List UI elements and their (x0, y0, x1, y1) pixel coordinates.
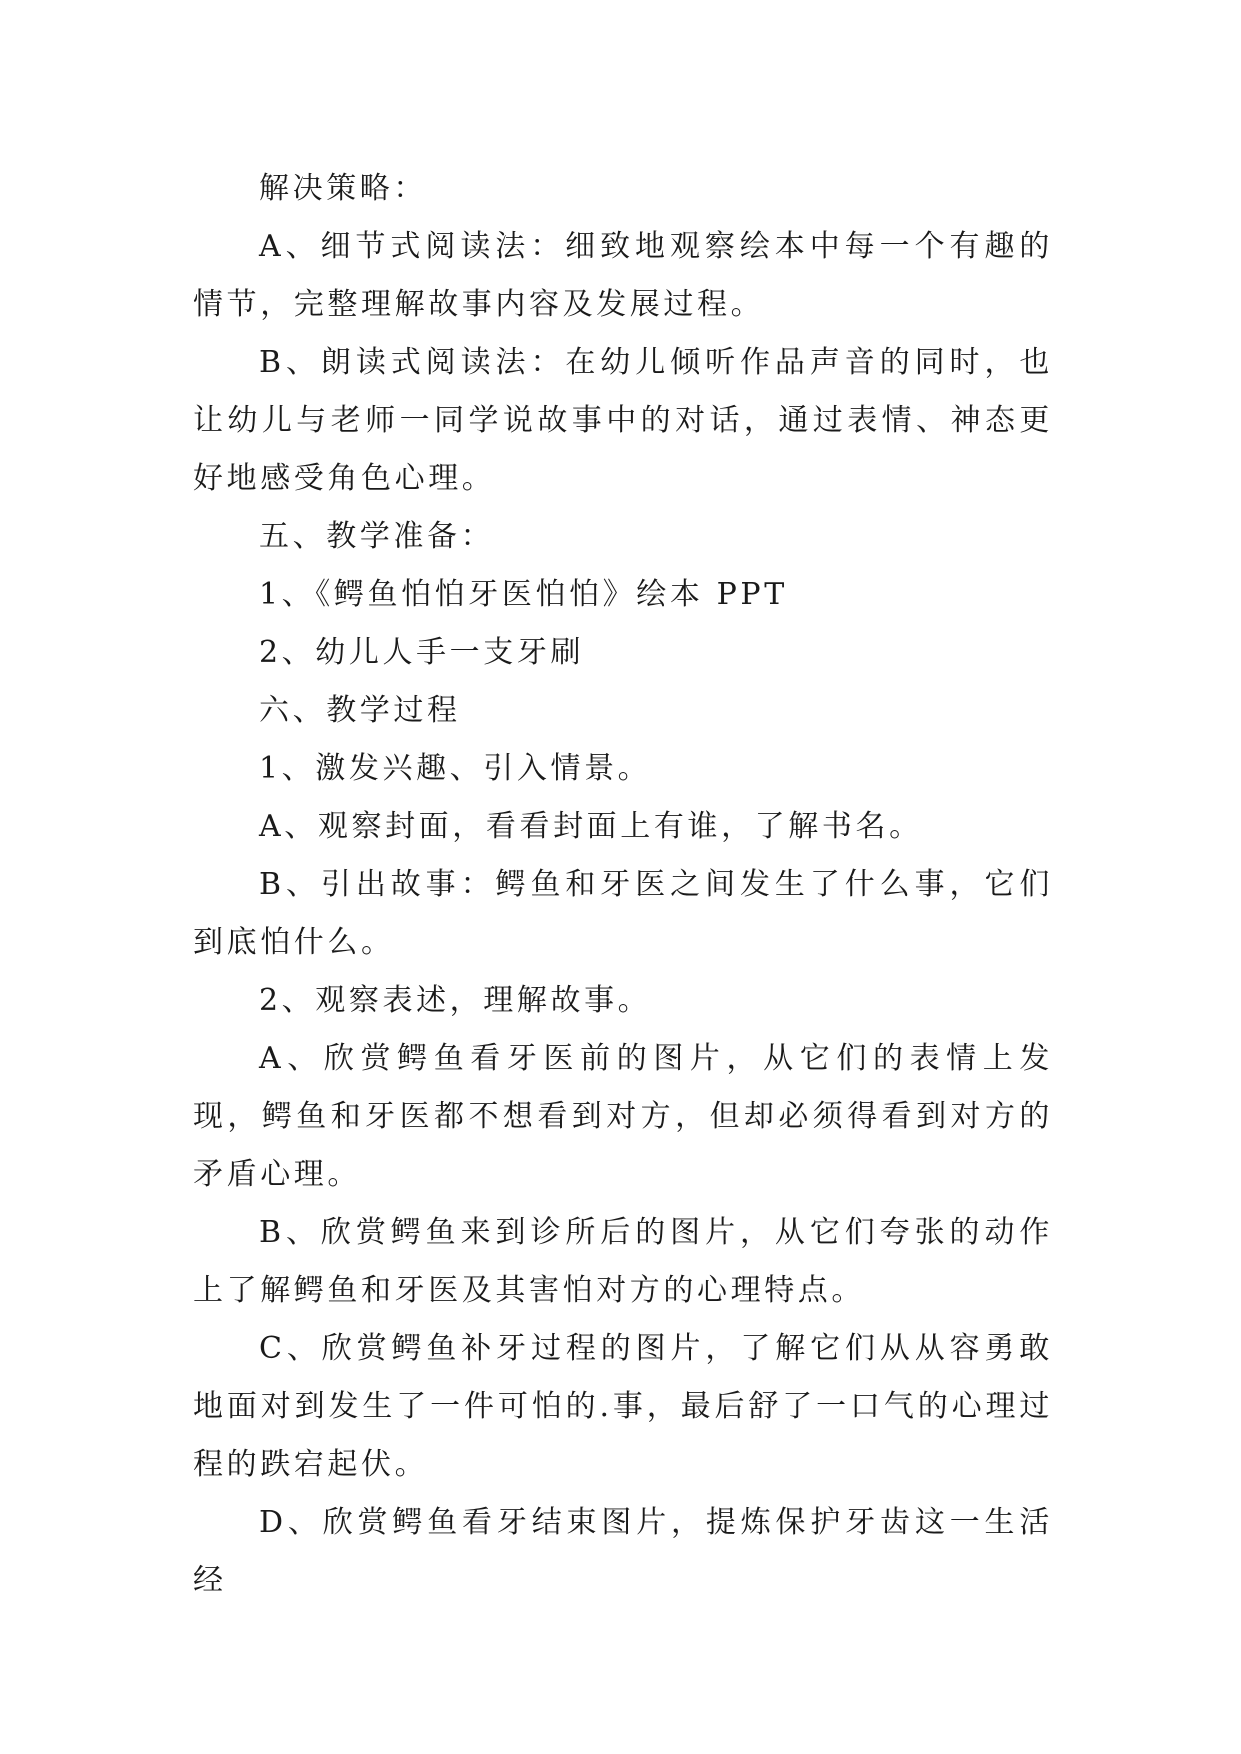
body-text (193, 160, 1053, 1610)
list-item-preparation-1: 1、《鳄鱼怕怕牙医怕怕》绘本 PPT (259, 577, 788, 612)
step-2-item-b: B、欣赏鳄鱼来到诊所后的图片，从它们夸张的动作上了解鳄鱼和牙医及其害怕对方的心理特点。 (193, 1215, 1053, 1308)
step-2-item-d: D、欣赏鳄鱼看牙结束图片，提炼保护牙齿这一生活经 (193, 1505, 1053, 1598)
step-heading-1: 1、激发兴趣、引入情景。 (259, 751, 652, 786)
paragraph-strategy-heading: 解决策略： (259, 171, 427, 206)
step-2-item-c: C、欣赏鳄鱼补牙过程的图片，了解它们从从容勇敢地面对到发生了一件可怕的.事，最后舒了一口气的心理过程的跌宕起伏。 (193, 1331, 1053, 1482)
paragraph-strategy-a: A、细节式阅读法：细致地观察绘本中每一个有趣的情节，完整理解故事内容及发展过程。 (193, 229, 1053, 322)
paragraph-strategy-b: B、朗读式阅读法：在幼儿倾听作品声音的同时，也让幼儿与老师一同学说故事中的对话，通过表情、神态更好地感受角色心理。 (193, 345, 1053, 496)
section-heading-process: 六、教学过程 (259, 693, 461, 728)
list-item-preparation-2: 2、幼儿人手一支牙刷 (259, 635, 585, 670)
step-1-item-a: A、观察封面，看看封面上有谁，了解书名。 (259, 809, 923, 844)
step-1-item-b: B、引出故事：鳄鱼和牙医之间发生了什么事，它们到底怕什么。 (193, 867, 1053, 960)
step-2-item-a: A、欣赏鳄鱼看牙医前的图片，从它们的表情上发现，鳄鱼和牙医都不想看到对方，但却必须得看到对方的矛盾心理。 (193, 1041, 1053, 1192)
step-heading-2: 2、观察表述，理解故事。 (259, 983, 652, 1018)
section-heading-preparation: 五、教学准备： (259, 519, 495, 554)
